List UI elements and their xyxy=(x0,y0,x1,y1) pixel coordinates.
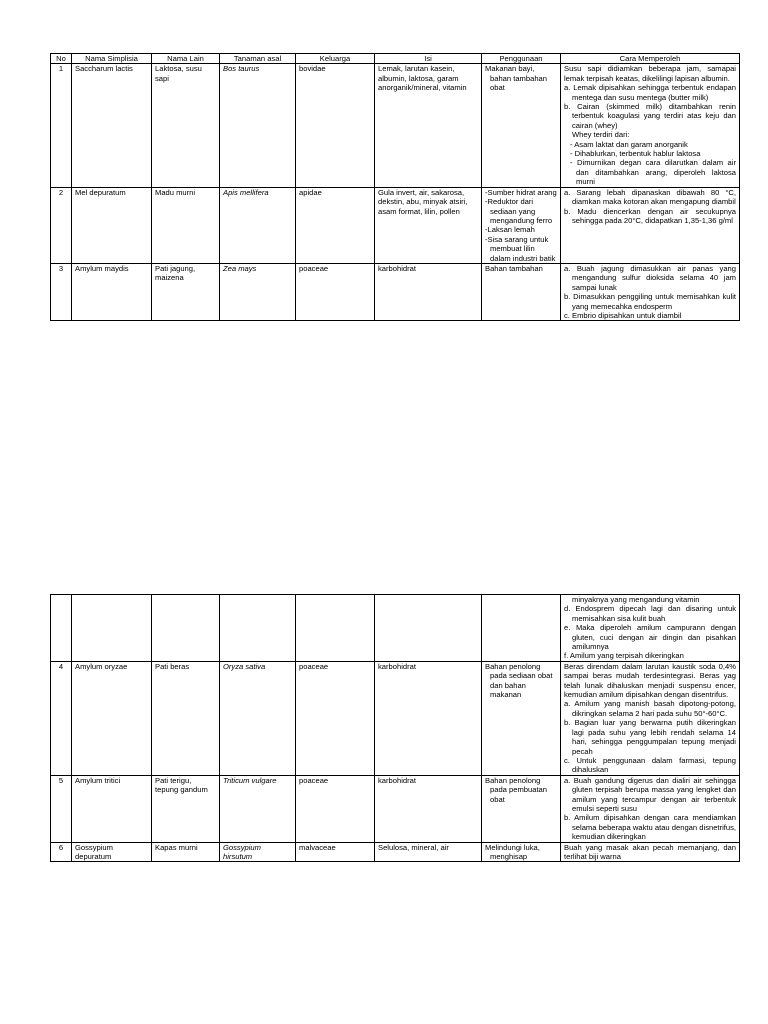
cell-nama-lain: Pati beras xyxy=(152,661,220,775)
cell-cara-memperoleh xyxy=(561,661,740,775)
cell-no xyxy=(51,595,72,662)
cell-cara-memperoleh xyxy=(561,595,740,662)
header-isi: Isi xyxy=(375,54,482,64)
cara-step: a. Sarang lebah dipanaskan dibawah 80 °C, diamkan maka kotoran akan mengapung diambil xyxy=(564,187,736,207)
cara-step: a. Amilum yang manish basah dipotong-potong, dikringkan selama 2 hari pada suhu 50°-60°C. xyxy=(564,699,736,718)
cell-penggunaan xyxy=(482,775,561,842)
header-cara-memperoleh: Cara Memperoleh xyxy=(561,54,740,64)
cara-step: b. Cairan (skimmed milk) ditambahkan renin terbentuk koagulasi yang terdiri atas keju dan cairan (whey) xyxy=(564,102,736,130)
cell-nama-lain: Pati terigu, tepung gandum xyxy=(152,775,220,842)
cara-step: a. Buah gandung digerus dan dialiri air sehingga gluten terpisah berupa massa yang lengket dan amilum yang tercampur dengan air terbentuk emulsi seperti susu xyxy=(564,775,736,813)
penggunaan-line: -Sisa sarang untuk membuat lilin dalam industri batik xyxy=(485,234,556,263)
cell-nama-simplisia xyxy=(72,595,152,662)
cell-keluarga: malvaceae xyxy=(296,842,375,862)
cell-keluarga: apidae xyxy=(296,187,375,263)
cell-isi xyxy=(375,595,482,662)
cell-no: 5 xyxy=(51,775,72,842)
cell-cara-memperoleh xyxy=(561,842,740,862)
cara-step: b. Dimasukkan penggiling untuk memisahkan kulit yang memecahka endosperm xyxy=(564,292,736,311)
cell-tanaman-asal: Apis mellifera xyxy=(220,187,296,263)
cara-paragraph: Susu sapi didiamkan beberapa jam, samapai lemak terpisah keatas, dikelilingi lapisan albumin. xyxy=(564,64,736,83)
cara-step: b. Amilum dipisahkan dengan cara mendiamkan selama beberapa waktu atau dengan disnetrifus, kemudian dikeringkan xyxy=(564,813,736,842)
cell-nama-lain xyxy=(152,595,220,662)
cell-isi: Selulosa, mineral, air xyxy=(375,842,482,862)
cell-no: 1 xyxy=(51,64,72,187)
cell-nama-lain: Kapas murni xyxy=(152,842,220,862)
cara-step: c. Untuk penggunaan dalam farmasi, tepung dihaluskan xyxy=(564,755,736,775)
cell-nama-simplisia: Mel depuratum xyxy=(72,187,152,263)
cell-nama-simplisia: Saccharum lactis xyxy=(72,64,152,187)
table-row xyxy=(51,775,740,842)
cara-step: e. Maka diperoleh amilum campurann dengan gluten, cuci dengan air dingin dan pisahkan amilumnya xyxy=(564,623,736,652)
cara-subheading: Whey terdiri dari: xyxy=(572,130,630,140)
cell-isi: karbohidrat xyxy=(375,661,482,775)
header-nama-simplisia: Nama Simplisia xyxy=(72,54,152,64)
cara-paragraph: Buah yang masak akan pecah memanjang, dan terlihat biji warna xyxy=(564,842,736,861)
table-row xyxy=(51,661,740,775)
penggunaan-line: -Reduktor dari sediaan yang mengandung ferro xyxy=(485,197,553,225)
cara-substep: - Asam laktat dan garam anorganik xyxy=(570,139,688,149)
cell-cara-memperoleh xyxy=(561,775,740,842)
cell-penggunaan xyxy=(482,842,561,862)
cara-substep: - Dimurnikan degan cara dilarutkan dalam air dan ditambahkan arang, diperoleh laktosa murni xyxy=(570,158,736,187)
cell-nama-lain: Laktosa, susu sapi xyxy=(152,64,220,187)
penggunaan-line: -Sumber hidrat arang xyxy=(485,187,557,197)
cara-step-continued: minyaknya yang mengandung vitamin xyxy=(572,595,700,604)
cell-tanaman-asal: Gossypium hirsutum xyxy=(220,842,296,862)
cara-step: f. Amilum yang terpisah dikeringkan xyxy=(564,651,684,661)
header-no: No xyxy=(51,54,72,64)
penggunaan-line: Melindungi luka, menghisap xyxy=(485,842,540,861)
cell-no: 4 xyxy=(51,661,72,775)
simplisia-table-page-2 xyxy=(50,594,740,862)
header-nama-lain: Nama Lain xyxy=(152,54,220,64)
cell-nama-simplisia: Gossypium depuratum xyxy=(72,842,152,862)
cell-keluarga: poaceae xyxy=(296,661,375,775)
cell-no: 6 xyxy=(51,842,72,862)
cell-nama-simplisia: Amylum oryzae xyxy=(72,661,152,775)
penggunaan-line: Bahan tambahan xyxy=(485,263,543,273)
cell-keluarga: bovidae xyxy=(296,64,375,187)
table-row xyxy=(51,842,740,862)
cell-isi: Gula invert, air, sakarosa, dekstin, abu, minyak atsiri, asam format, lilin, pollen xyxy=(375,187,482,263)
cell-tanaman-asal: Bos taurus xyxy=(220,64,296,187)
cell-no: 2 xyxy=(51,187,72,263)
cell-keluarga xyxy=(296,595,375,662)
cell-tanaman-asal: Triticum vulgare xyxy=(220,775,296,842)
cell-nama-lain: Pati jagung, maizena xyxy=(152,263,220,320)
penggunaan-line: -Laksan lemah xyxy=(485,225,535,235)
cara-step: d. Endosprem dipecah lagi dan disaring untuk memisahkan sisa kulit buah xyxy=(564,604,736,623)
cara-step: b. Madu diencerkan dengan air secukupnya sehingga pada 20°C, didapatkan 1,35-1,36 g/ml xyxy=(564,206,736,225)
header-tanaman-asal: Tanaman asal xyxy=(220,54,296,64)
header-keluarga: Keluarga xyxy=(296,54,375,64)
cell-keluarga: poaceae xyxy=(296,263,375,320)
cell-isi: Lemak, larutan kasein, albumin, laktosa, garam anorganik/mineral, vitamin xyxy=(375,64,482,187)
penggunaan-line: Bahan penolong pada pembuatan obat xyxy=(485,775,548,804)
header-penggunaan: Penggunaan xyxy=(482,54,561,64)
cell-nama-simplisia: Amylum tritici xyxy=(72,775,152,842)
cell-nama-lain: Madu murni xyxy=(152,187,220,263)
cara-paragraph: Beras direndam dalam larutan kaustik soda 0,4% sampai beras mudah terdesintegrasi. Beras yag telah lunak dihaluskan menjadi suspensu encer, kemudian amilum dipisahkan dengan disentrifus. xyxy=(564,661,736,700)
cell-isi: karbohidrat xyxy=(375,263,482,320)
cara-step: a. Lemak dipisahkan sehingga terbentuk endapan mentega dan susu mentega (butter milk) xyxy=(564,83,736,102)
cell-tanaman-asal: Zea mays xyxy=(220,263,296,320)
cell-penggunaan xyxy=(482,595,561,662)
penggunaan-line: Bahan penolong pada sediaan obat dan bahan makanan xyxy=(485,661,553,700)
cara-step: c. Embrio dipisahkan untuk diambil xyxy=(564,310,682,320)
cara-step: b. Bagian luar yang berwarna putih dikeringkan lagi pada suhu yang lebih rendah selama 14 hari, sehingga penggumpalan tepung menjadi pecah xyxy=(564,718,736,756)
cell-isi: karbohidrat xyxy=(375,775,482,842)
cell-tanaman-asal: Oryza sativa xyxy=(220,661,296,775)
cara-substep: - Dihablurkan, terbentuk hablur laktosa xyxy=(570,149,701,159)
cell-nama-simplisia: Amylum maydis xyxy=(72,263,152,320)
cell-penggunaan xyxy=(482,661,561,775)
cell-keluarga: poaceae xyxy=(296,775,375,842)
table-row-continued xyxy=(51,595,740,662)
cell-tanaman-asal xyxy=(220,595,296,662)
cell-no: 3 xyxy=(51,263,72,320)
cara-step: a. Buah jagung dimasukkan air panas yang mengandung sulfur dioksida selama 40 jam sampai lunak xyxy=(564,263,736,292)
penggunaan-line: Makanan bayi, bahan tambahan obat xyxy=(485,64,548,93)
